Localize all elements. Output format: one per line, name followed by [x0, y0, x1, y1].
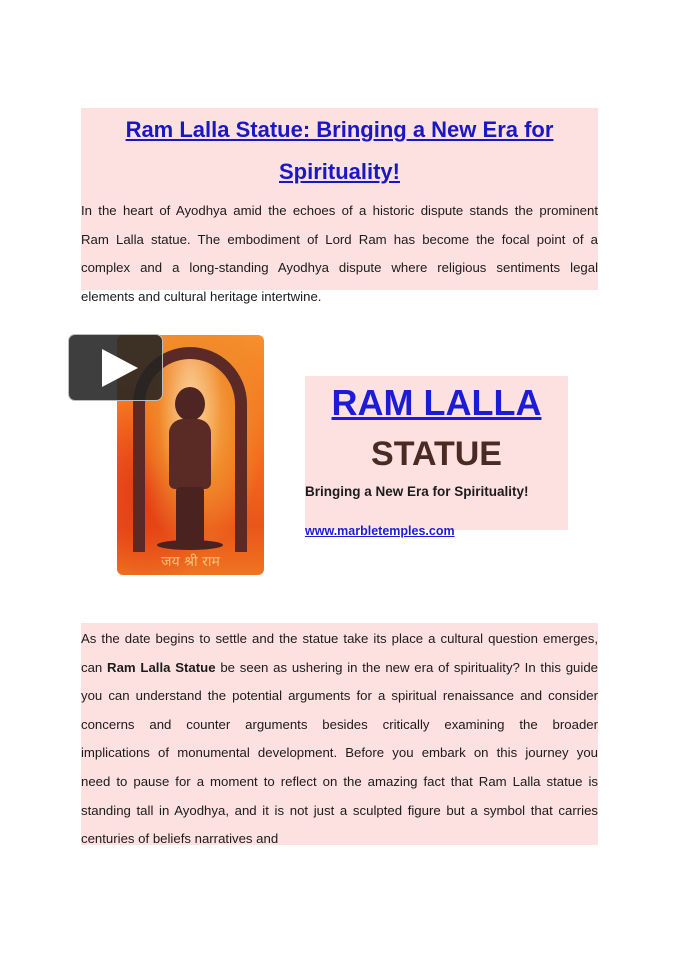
intro-line: In the heart of Ayodhya amid the echoes of a historic dispute stands the prominent	[81, 203, 598, 218]
body-line: centuries of beliefs narratives and	[81, 831, 279, 847]
play-icon	[102, 349, 138, 387]
intro-paragraph	[81, 197, 598, 311]
body-line	[81, 654, 598, 683]
promo-card	[305, 376, 568, 530]
thumbnail-caption: जय श्री राम	[161, 554, 220, 570]
body-line: concerns and counter arguments besides critically examining the broader	[81, 716, 598, 732]
body-line: As the date begins to settle and the statue take its place a cultural question emerges,	[81, 631, 598, 646]
promo-title[interactable]: RAM LALLA	[331, 382, 542, 423]
play-button[interactable]	[68, 334, 163, 401]
promo-subtitle: STATUE	[371, 435, 502, 473]
body-paragraph	[81, 625, 598, 854]
promo-tagline: Bringing a New Era for Spirituality!	[305, 484, 529, 499]
statue-head	[175, 387, 205, 421]
website-link[interactable]: www.marbletemples.com	[305, 524, 455, 538]
body-line: standing tall in Ayodhya, and it is not just a sculpted figure but a symbol that carries	[81, 802, 598, 818]
body-line: you can understand the potential arguments for a spiritual renaissance and consider	[81, 688, 598, 704]
statue-body	[169, 419, 211, 489]
intro-line: Ram Lalla statue. The embodiment of Lord Ram has become the focal point of a	[81, 231, 598, 247]
body-text: be seen as ushering in the new era of spirituality? In this guide	[215, 659, 598, 675]
title-block	[81, 108, 598, 194]
page-title[interactable]: Ram Lalla Statue: Bringing a New Era for Spirituality!	[125, 117, 554, 184]
intro-line: complex and a long-standing Ayodhya dispute where religious sentiments legal	[81, 260, 598, 276]
body-line: implications of monumental development. Before you embark on this journey you	[81, 745, 598, 761]
bold-keyword: Ram Lalla Statue	[107, 659, 216, 675]
statue-legs	[176, 487, 204, 547]
body-line: need to pause for a moment to reflect on the amazing fact that Ram Lalla statue is	[81, 773, 598, 789]
body-text: can	[81, 659, 108, 675]
intro-line: elements and cultural heritage intertwine.	[81, 288, 322, 304]
statue-base	[157, 540, 223, 550]
